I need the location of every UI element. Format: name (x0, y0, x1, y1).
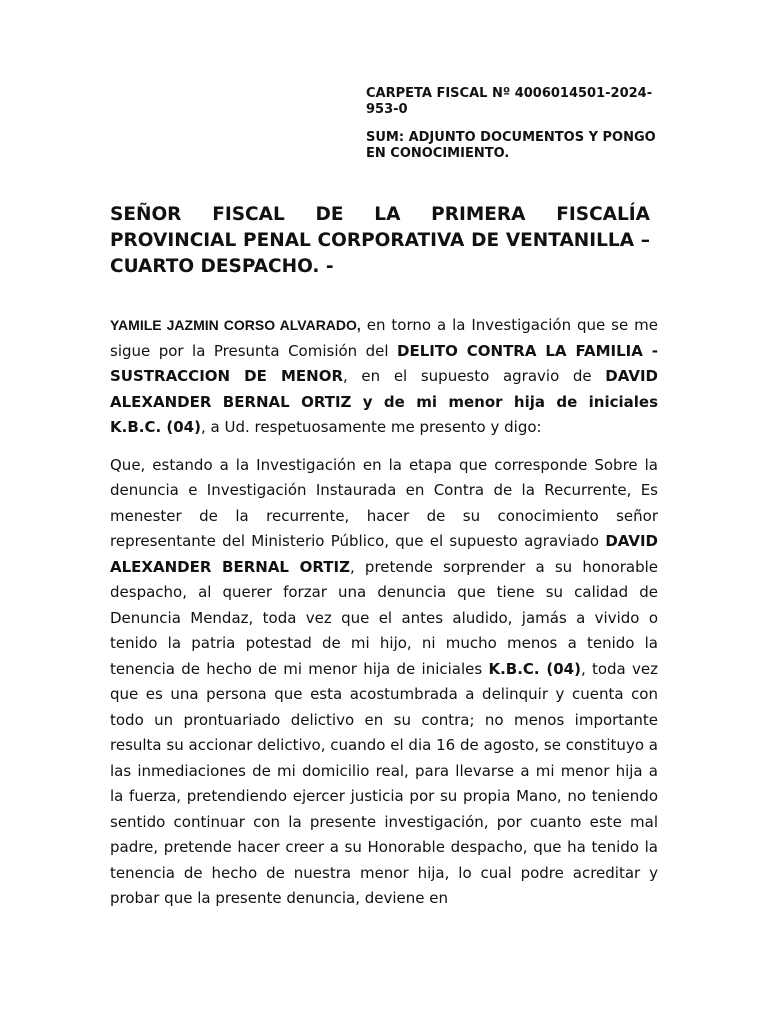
intro-text-1: en torno a la Investigación que se me sigue por la Presunta Comisión del (110, 316, 658, 360)
addressee: SEÑOR FISCAL DE LA PRIMERA FISCALÍA PROVINCIAL PENAL CORPORATIVA DE VENTANILLA – CUARTO DESPACHO. - (110, 204, 650, 277)
victims: DAVID ALEXANDER BERNAL ORTIZ y de mi menor hija de iniciales K.B.C. (04) (110, 367, 658, 436)
intro-text-3: , a Ud. respetuosamente me presento y digo: (200, 418, 542, 436)
minor-initials: K.B.C. (04) (488, 659, 581, 678)
main-paragraph (110, 453, 658, 912)
petitioner-name: YAMILE JAZMIN CORSO ALVARADO, (110, 317, 361, 333)
document-summary: SUM: ADJUNTO DOCUMENTOS Y PONGO EN CONOCIMIENTO. (366, 130, 656, 161)
intro-paragraph (110, 313, 658, 441)
para1-text-3: , toda vez que es una persona que esta acostumbrada a delinquir y cuenta con todo un prontuariado delictivo en su contra; no menos importante resulta su accionar delictivo, cuando el dia 16 de agosto, se constituyo a las inmediaciones de mi domicilio real, para llevarse a mi menor hija a la fuerza, pretendiendo ejercer justicia por su propia Mano, no teniendo sentido continuar con la presente investigación, por cuanto este mal padre, pretende hacer creer a su Honorable despacho, que ha tenido la tenencia de hecho de nuestra menor hija, lo cual podre acreditar y probar que la presente denuncia, deviene en (110, 659, 658, 907)
document-header (366, 86, 666, 174)
intro-text-2: , en el supuesto agravio de (343, 367, 606, 385)
document-body (110, 313, 658, 924)
agraviado-name: DAVID ALEXANDER BERNAL ORTIZ (110, 532, 658, 576)
case-number: CARPETA FISCAL Nº 4006014501-2024-953-0 (366, 86, 653, 117)
crime-name: DELITO CONTRA LA FAMILIA - SUSTRACCION DE MENOR (110, 341, 658, 385)
para1-text-1: Que, estando a la Investigación en la etapa que corresponde Sobre la denuncia e Investigación Instaurada en Contra de la Recurrente, Es menester de la recurrente, hacer de su conocimiento señor representante del Ministerio Público, que el supuesto agraviado (110, 455, 658, 550)
para1-text-2: , pretende sorprender a su honorable despacho, al querer forzar una denuncia que tiene su calidad de Denuncia Mendaz, toda vez que el antes aludido, jamás a vivido o tenido la patria potestad de mi hijo, ni mucho menos a tenido la tenencia de hecho de mi menor hija de iniciales (110, 557, 658, 678)
